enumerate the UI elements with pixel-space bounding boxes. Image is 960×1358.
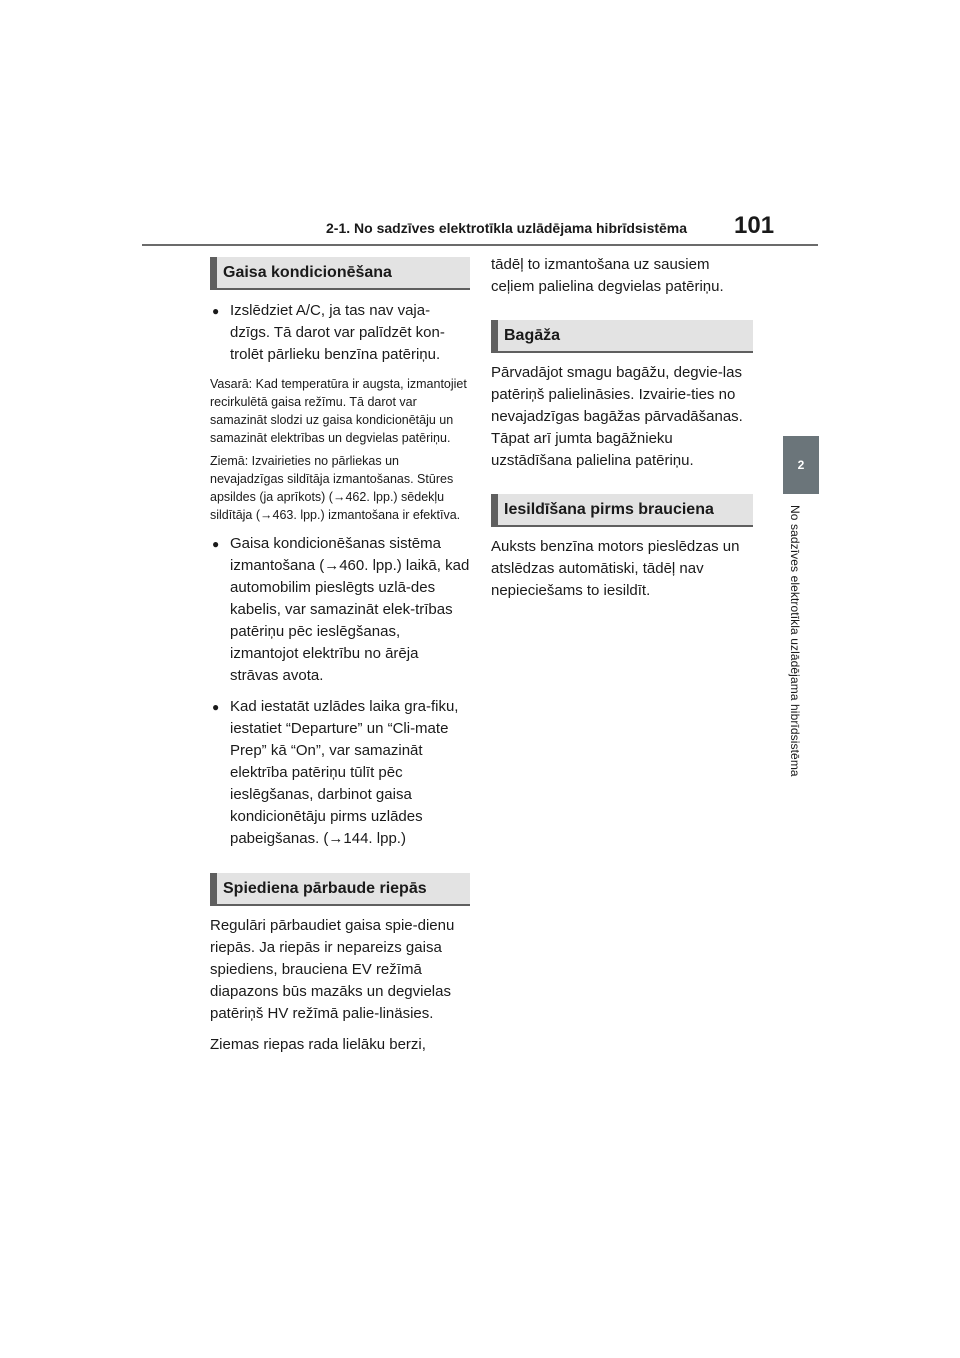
- left-column: [210, 257, 470, 1056]
- chapter-side-label: No sadzīves elektrotīkla uzlādējama hibrīdsistēma: [788, 505, 802, 777]
- bullet-dot-icon: ●: [212, 304, 220, 318]
- note-winter: Ziemā: Izvairieties no pārliekas un nevajadzīgas sildītāja izmantošanas. Stūres apsildes (ja aprīkots) (→462. lpp.) sēdekļu sildītāja (→463. lpp.) izmantošana ir efektīva.: [210, 454, 461, 522]
- section-heading-tire-pressure: Spiediena pārbaude riepās: [210, 873, 470, 906]
- page-number: 101: [734, 212, 775, 239]
- list-item: [210, 533, 470, 687]
- tire-pressure-paragraph: Regulāri pārbaudiet gaisa spie-dienu riepās. Ja riepās ir nepareizs gaisa spiediens, brauciena EV režīmā diapazons būs mazāks un degvielas patēriņš HV režīmā palie-linäsies.: [210, 917, 455, 1022]
- bullet-text: Kad iestatāt uzlādes laika gra-fiku, iestatiet “Departure” un “Cli-mate Prep” kā “On”, var samazināt elektrība patēriņu tūlīt pēc ieslēgšanas, darbinot gaisa kondicionētāju pirms uzlādes pabeigšanas. (→144. lpp.): [230, 698, 459, 847]
- winter-tires-paragraph: Ziemas riepas rada lielāku berzi,: [210, 1036, 426, 1053]
- section-heading-air-conditioning: Gaisa kondicionēšana: [210, 257, 470, 290]
- bullet-text: Izslēdziet A/C, ja tas nav vaja-dzīgs. Tā darot var palīdzēt kon-trolēt pārlieku benzīna patēriņu.: [230, 302, 445, 363]
- list-item: [210, 300, 470, 366]
- section-heading-warmup: Iesildīšana pirms brauciena: [491, 494, 753, 527]
- bullet-dot-icon: ●: [212, 700, 220, 714]
- bullet-text: Gaisa kondicionēšanas sistēma izmantošana (→460. lpp.) laikā, kad automobilim pieslēgts uzlā-des kabelis, var samazināt elek-trības patēriņu pēc ieslēgšanas, izmantojot elektrību no ārēja strāvas avota.: [230, 535, 470, 684]
- winter-tires-paragraph-continued: tādēļ to izmantošana uz sausiem ceļiem palielina degvielas patēriņu.: [491, 256, 724, 295]
- list-item: [210, 696, 470, 850]
- bullet-dot-icon: ●: [212, 537, 220, 551]
- header-divider: [142, 244, 818, 246]
- warmup-paragraph: Auksts benzīna motors pieslēdzas un atslēdzas automātiski, tādēļ nav nepieciešams to iesildīt.: [491, 538, 740, 599]
- section-heading-luggage: Bagāža: [491, 320, 753, 353]
- chapter-tab: 2: [783, 436, 819, 494]
- running-header: 2-1. No sadzīves elektrotīkla uzlādējama hibrīdsistēma: [326, 220, 688, 236]
- luggage-paragraph: Pārvadājot smagu bagāžu, degvie-las patēriņš palielināsies. Izvairie-ties no nevajadzīgas bagāžas pārvadāšanas. Tāpat arī jumta bagāžnieku uzstādīšana palielina patēriņu.: [491, 364, 743, 469]
- note-summer: Vasarā: Kad temperatūra ir augsta, izmantojiet recirkulētā gaisa režīmu. Tā darot var samazināt slodzi uz gaisa kondicionētāju un samazināt elektrības un degvielas patēriņu.: [210, 377, 467, 445]
- right-column: [491, 254, 753, 602]
